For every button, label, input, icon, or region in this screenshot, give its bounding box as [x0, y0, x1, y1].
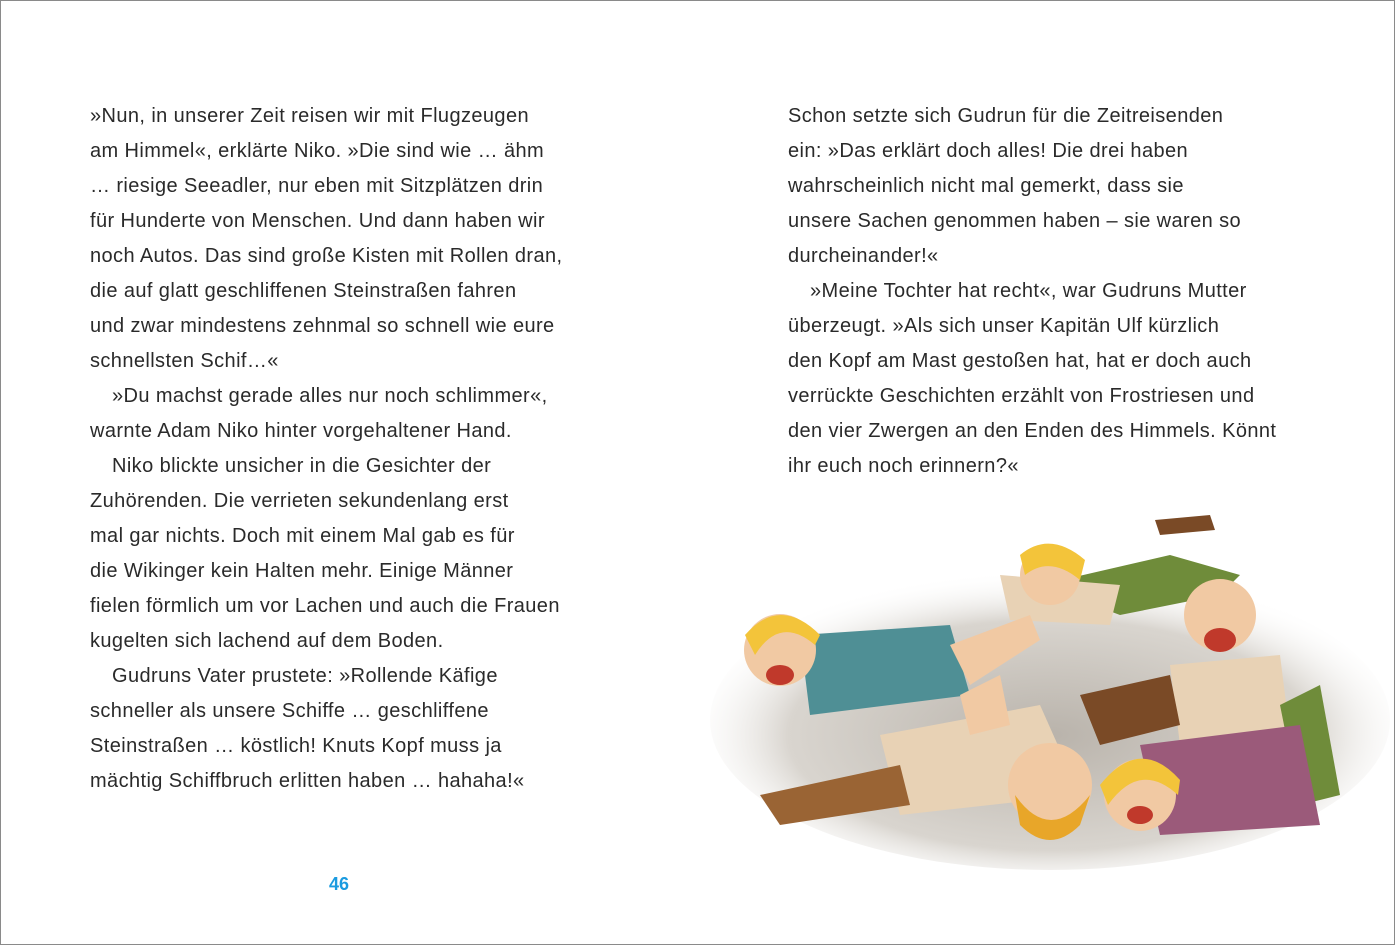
text-line: »Meine Tochter hat recht«, war Gudruns Mutter	[810, 280, 1247, 302]
text-line: »Nun, in unserer Zeit reisen wir mit Flugzeugen	[90, 105, 529, 127]
text-line: mächtig Schiffbruch erlitten haben … hahaha!«	[90, 770, 525, 792]
text-line: für Hunderte von Menschen. Und dann haben wir	[90, 210, 545, 232]
text-line: mal gar nichts. Doch mit einem Mal gab es für	[90, 525, 515, 547]
text-line: fielen förmlich um vor Lachen und auch die Frauen	[90, 595, 560, 617]
text-line: ihr euch noch erinnern?«	[788, 455, 1019, 477]
text-line: den Kopf am Mast gestoßen hat, hat er doch auch	[788, 350, 1252, 372]
text-line: durcheinander!«	[788, 245, 939, 267]
text-line: warnte Adam Niko hinter vorgehaltener Hand.	[90, 420, 512, 442]
left-page-text	[90, 99, 562, 799]
text-line: am Himmel«, erklärte Niko. »Die sind wie … ähm	[90, 140, 545, 162]
text-line: schneller als unsere Schiffe … geschliffene	[90, 700, 489, 722]
text-line: verrückte Geschichten erzählt von Frostriesen und	[788, 385, 1255, 407]
text-line: kugelten sich lachend auf dem Boden.	[90, 630, 444, 652]
text-line: noch Autos. Das sind große Kisten mit Rollen dran,	[90, 245, 563, 267]
text-line: Niko blickte unsicher in die Gesichter der	[112, 455, 492, 477]
text-line: … riesige Seeadler, nur eben mit Sitzplätzen drin	[90, 175, 544, 197]
text-line: wahrscheinlich nicht mal gemerkt, dass sie	[788, 175, 1184, 197]
text-line: »Du machst gerade alles nur noch schlimmer«,	[112, 385, 548, 407]
text-line: die Wikinger kein Halten mehr. Einige Männer	[90, 560, 514, 582]
text-line: den vier Zwergen an den Enden des Himmels. Könnt	[788, 420, 1277, 442]
right-page-text	[788, 99, 1276, 484]
text-line: Gudruns Vater prustete: »Rollende Käfige	[112, 665, 498, 687]
text-line: Schon setzte sich Gudrun für die Zeitreisenden	[788, 105, 1224, 127]
page-number: 46	[329, 874, 350, 894]
text-line: die auf glatt geschliffenen Steinstraßen fahren	[90, 280, 517, 302]
text-line: Zuhörenden. Die verrieten sekundenlang erst	[90, 490, 509, 512]
text-line: ein: »Das erklärt doch alles! Die drei haben	[788, 140, 1189, 162]
laughing-vikings-illustration	[700, 495, 1390, 885]
text-line: unsere Sachen genommen haben – sie waren so	[788, 210, 1242, 232]
text-line: überzeugt. »Als sich unser Kapitän Ulf kürzlich	[788, 315, 1220, 337]
text-line: und zwar mindestens zehnmal so schnell wie eure	[90, 315, 555, 337]
text-line: schnellsten Schif…«	[90, 350, 279, 372]
text-line: Steinstraßen … köstlich! Knuts Kopf muss ja	[90, 735, 502, 757]
